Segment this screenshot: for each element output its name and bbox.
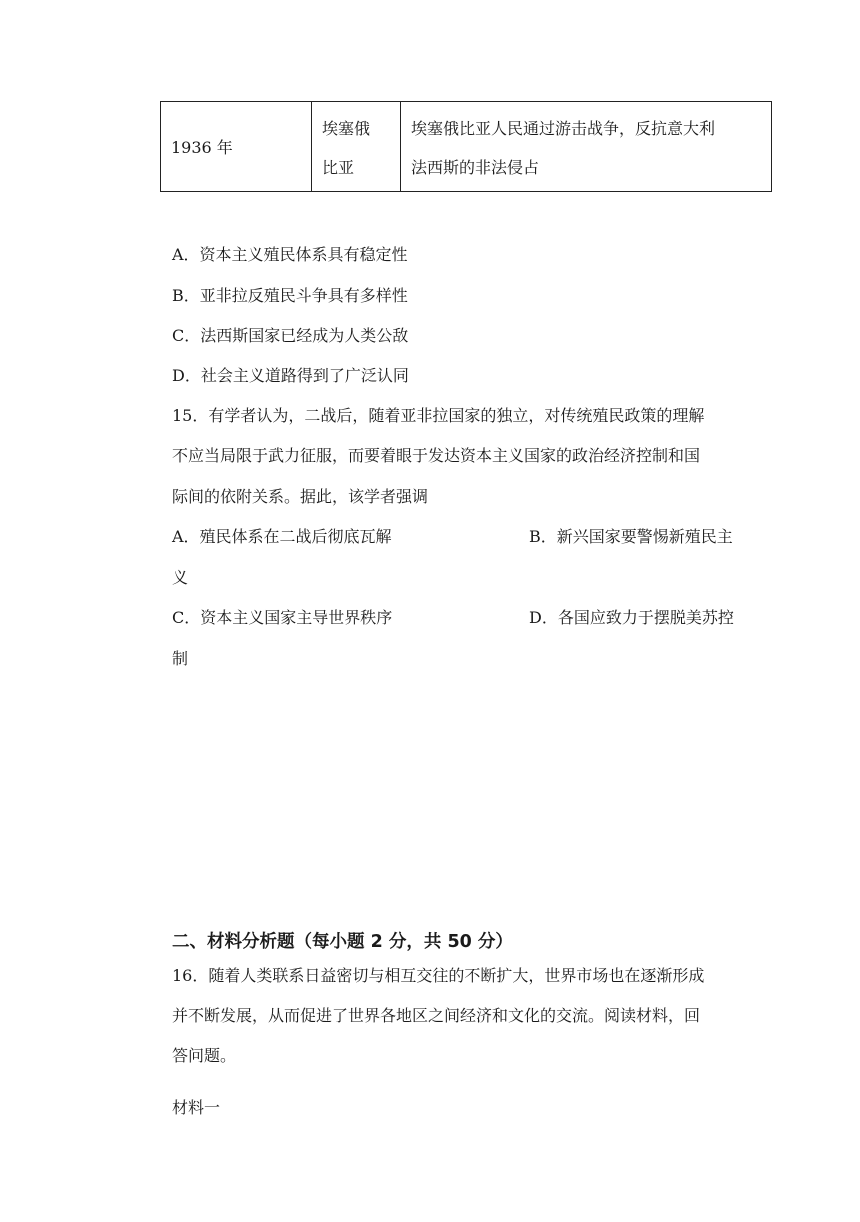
q15-stem-line3: 际间的依附关系。据此，该学者强调 xyxy=(172,487,429,506)
table-country-text xyxy=(322,109,392,187)
q15-stem-line1: 15．有学者认为，二战后，随着亚非拉国家的独立，对传统殖民政策的理解 xyxy=(172,406,705,425)
q16-stem-line1: 16．随着人类联系日益密切与相互交往的不断扩大，世界市场也在逐渐形成 xyxy=(172,966,705,985)
table-cell-year xyxy=(161,102,311,191)
table-year-text: 1936 年 xyxy=(171,138,233,157)
q14-option-a: A．资本主义殖民体系具有稳定性 xyxy=(172,245,408,264)
history-table xyxy=(160,101,772,192)
q15-option-d-wrap: 制 xyxy=(172,649,189,668)
table-cell-country xyxy=(311,102,400,191)
table-event-text xyxy=(411,109,761,187)
table-cell-event xyxy=(400,102,771,191)
q15-option-b: B．新兴国家要警惕新殖民主 xyxy=(529,527,733,546)
q14-option-c: C．法西斯国家已经成为人类公敌 xyxy=(172,326,409,345)
table-country-line1: 埃塞俄 xyxy=(322,119,371,138)
q15-option-b-wrap: 义 xyxy=(172,568,189,587)
q16-stem-line3: 答问题。 xyxy=(172,1046,237,1065)
q14-option-b: B．亚非拉反殖民斗争具有多样性 xyxy=(172,286,408,305)
table-event-line2: 法西斯的非法侵占 xyxy=(411,158,540,177)
section-heading: 二、材料分析题（每小题 2 分，共 50 分） xyxy=(172,932,513,952)
q15-stem-line2: 不应当局限于武力征服，而要着眼于发达资本主义国家的政治经济控制和国 xyxy=(172,446,701,465)
table-country-line2: 比亚 xyxy=(322,158,355,177)
q14-option-d: D．社会主义道路得到了广泛认同 xyxy=(172,366,409,385)
table-event-line1: 埃塞俄比亚人民通过游击战争，反抗意大利 xyxy=(411,119,716,138)
q16-stem-line2: 并不断发展，从而促进了世界各地区之间经济和文化的交流。阅读材料，回 xyxy=(172,1006,701,1025)
material-label: 材料一 xyxy=(172,1098,221,1117)
q15-option-c: C．资本主义国家主导世界秩序 xyxy=(172,608,393,627)
q15-option-d: D．各国应致力于摆脱美苏控 xyxy=(529,608,734,627)
q15-option-a: A．殖民体系在二战后彻底瓦解 xyxy=(172,527,392,546)
